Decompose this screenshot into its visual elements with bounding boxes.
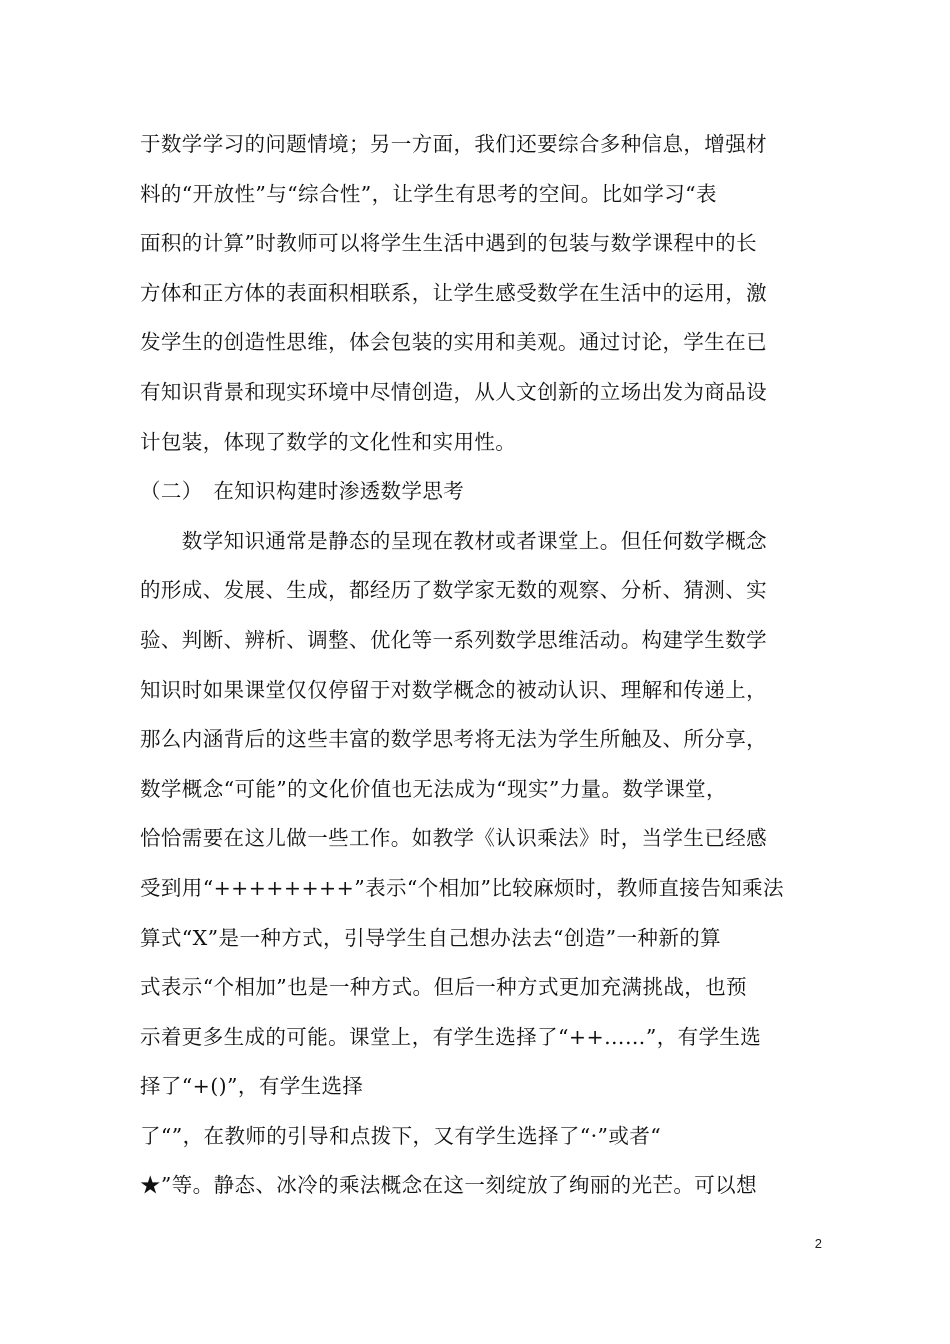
text-line: 算式“X”是一种方式，引导学生自己想办法去“创造”一种新的算 [140, 925, 722, 950]
text-line: 有知识背景和现实环境中尽情创造，从人文创新的立场出发为商品设 [140, 379, 767, 404]
text-line: 面积的计算”时教师可以将学生生活中遇到的包装与数学课程中的长 [140, 231, 757, 256]
text-line: 验、判断、辨析、调整、优化等一系列数学思维活动。构建学生数学 [140, 627, 767, 652]
text-line: 发学生的创造性思维，体会包装的实用和美观。通过讨论，学生在已 [140, 330, 767, 355]
text-line: 受到用“++++++++”表示“个相加”比较麻烦时，教师直接告知乘法 [140, 875, 784, 900]
text-line: 择了“+()”，有学生选择 [140, 1074, 364, 1099]
text-line: 的形成、发展、生成，都经历了数学家无数的观察、分析、猜测、实 [140, 578, 767, 603]
page-number: 2 [814, 1236, 822, 1251]
text-line: 方体和正方体的表面积相联系，让学生感受数学在生活中的运用，激 [140, 280, 767, 305]
section-heading: （二） 在知识构建时渗透数学思考 [140, 479, 465, 504]
body-text [140, 120, 820, 1211]
text-line: 示着更多生成的可能。课堂上，有学生选择了“++……”，有学生选 [140, 1024, 762, 1049]
text-line: 恰恰需要在这儿做一些工作。如教学《认识乘法》时，当学生已经感 [140, 826, 767, 851]
text-line: 计包装，体现了数学的文化性和实用性。 [140, 429, 517, 454]
text-line: 那么内涵背后的这些丰富的数学思考将无法为学生所触及、所分享， [140, 727, 767, 752]
text-line: 知识时如果课堂仅仅停留于对数学概念的被动认识、理解和传递上， [140, 677, 767, 702]
text-line: 了“”，在教师的引导和点拨下，又有学生选择了“·”或者“ [140, 1123, 662, 1148]
text-line: 数学概念“可能”的文化价值也无法成为“现实”力量。数学课堂， [140, 776, 727, 801]
text-line: 于数学学习的问题情境；另一方面，我们还要综合多种信息，增强材 [140, 132, 767, 156]
text-line: 式表示“个相加”也是一种方式。但后一种方式更加充满挑战，也预 [140, 975, 747, 1000]
text-line: ★”等。静态、冰冷的乘法概念在这一刻绽放了绚丽的光芒。可以想 [140, 1173, 757, 1198]
text-line: 数学知识通常是静态的呈现在教材或者课堂上。但任何数学概念 [140, 528, 767, 553]
text-line: 料的“开放性”与“综合性”，让学生有思考的空间。比如学习“表 [140, 181, 717, 206]
